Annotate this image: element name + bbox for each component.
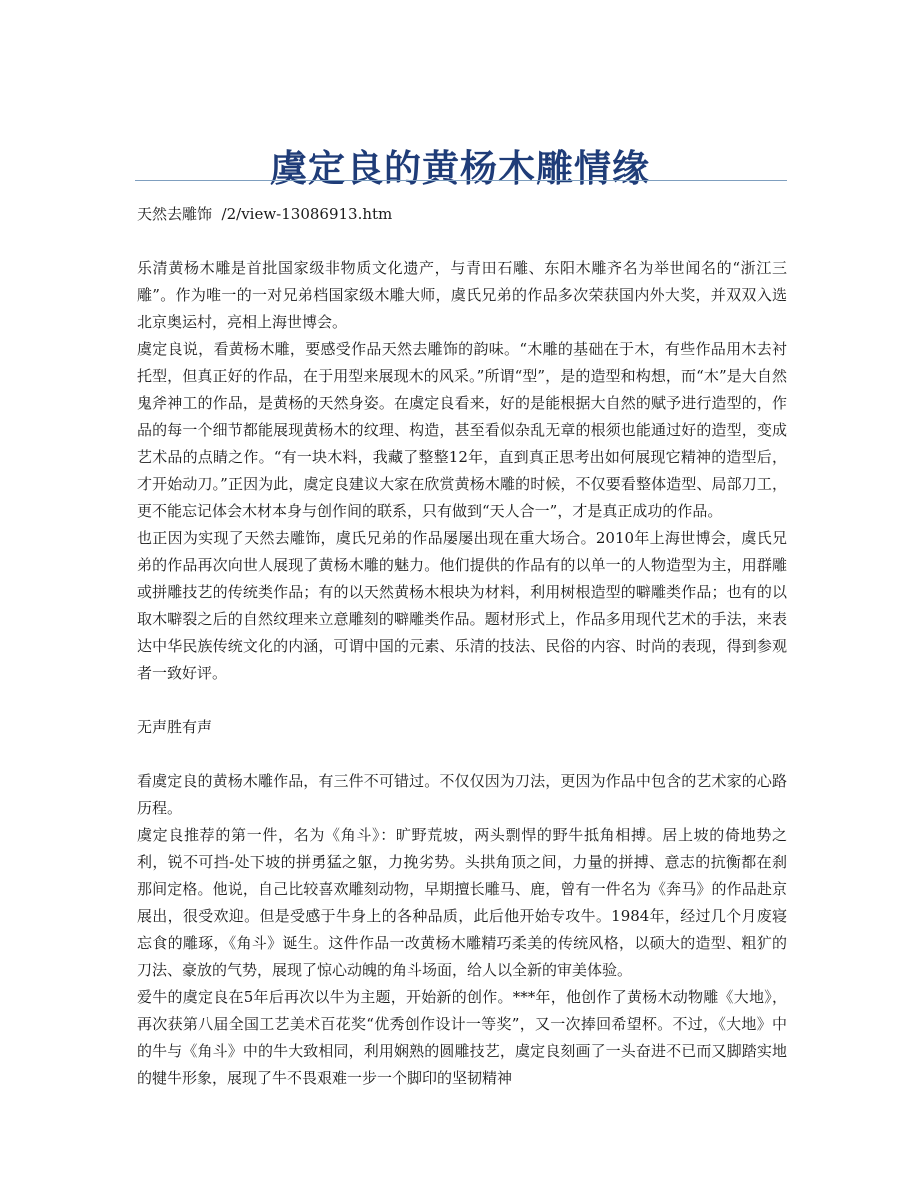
page-title: 虞定良的黄杨木雕情缘	[270, 146, 650, 190]
spacer	[137, 228, 787, 255]
paragraph: 虞定良推荐的第一件，名为《角斗》：旷野荒坡，两头剽悍的野牛抵角相搏。居上坡的倚地势之利，锐不可挡-处下坡的拼勇猛之躯，力挽劣势。头拱角顶之间，力量的拼搏、意志的抗衡都在刹那间定格。他说，自己比较喜欢雕刻动物，早期擅长雕马、鹿，曾有一件名为《奔马》的作品赴京展出，很受欢迎。但是受感于牛身上的各种品质，此后他开始专攻牛。1984年，经过几个月废寝忘食的雕琢，《角斗》诞生。这件作品一改黄杨木雕精巧柔美的传统风格，以硕大的造型、粗犷的刀法、豪放的气势，展现了惊心动魄的角斗场面，给人以全新的审美体验。	[137, 826, 787, 979]
section-heading: 无声胜有声	[137, 718, 213, 736]
paragraph: 也正因为实现了天然去雕饰，虞氏兄弟的作品屡屡出现在重大场合。2010年上海世博会，虞氏兄弟的作品再次向世人展现了黄杨木雕的魅力。他们提供的作品有的以单一的人物造型为主，用群雕或拼雕技艺的传统类作品；有的以天然黄杨木根块为材料，利用树根造型的噼雕类作品；也有的以取木噼裂之后的自然纹理来立意雕刻的噼雕类作品。题材形式上，作品多用现代艺术的手法，来表达中华民族传统文化的内涵，可谓中国的元素、乐清的技法、民俗的内容、时尚的表现，得到参观者一致好评。	[137, 529, 787, 682]
spacer	[137, 687, 787, 714]
paragraph: 看虞定良的黄杨木雕作品，有三件不可错过。不仅仅因为刀法，更因为作品中包含的艺术家的心路历程。	[137, 772, 787, 817]
spacer	[137, 741, 787, 768]
article-body	[137, 201, 787, 1092]
paragraph: 乐清黄杨木雕是首批国家级非物质文化遗产，与青田石雕、东阳木雕齐名为举世闻名的“浙江三雕”。作为唯一的一对兄弟档国家级木雕大师，虞氏兄弟的作品多次荣获国内外大奖，并双双入选北京奥运村，亮相上海世博会。	[137, 259, 787, 331]
source-line: 天然去雕饰 /2/view-13086913.htm	[137, 205, 393, 223]
paragraph: 虞定良说，看黄杨木雕，要感受作品天然去雕饰的韵味。“木雕的基础在于木，有些作品用木去衬托型，但真正好的作品，在于用型来展现木的风采。”所谓“型”，是的造型和构想，而“木”是大自然鬼斧神工的作品，是黄杨的天然身姿。在虞定良看来，好的是能根据大自然的赋予进行造型的，作品的每一个细节都能展现黄杨木的纹理、构造，甚至看似杂乱无章的根须也能通过好的造型，变成艺术品的点睛之作。“有一块木料，我藏了整整12年，直到真正思考出如何展现它精神的造型后，才开始动刀。”正因为此，虞定良建议大家在欣赏黄杨木雕的时候，不仅要看整体造型、局部刀工，更不能忘记体会木材本身与创作间的联系，只有做到“天人合一”，才是真正成功的作品。	[137, 340, 787, 520]
paragraph: 爱牛的虞定良在5年后再次以牛为主题，开始新的创作。***年，他创作了黄杨木动物雕《大地》，再次获第八届全国工艺美术百花奖“优秀创作设计一等奖”，又一次捧回希望杯。不过，《大地》中的牛与《角斗》中的牛大致相同，利用娴熟的圆雕技艺，虞定良刻画了一头奋进不已而又脚踏实地的犍牛形象，展现了牛不畏艰难一步一个脚印的坚韧精神	[137, 988, 787, 1087]
title-divider	[135, 180, 787, 181]
